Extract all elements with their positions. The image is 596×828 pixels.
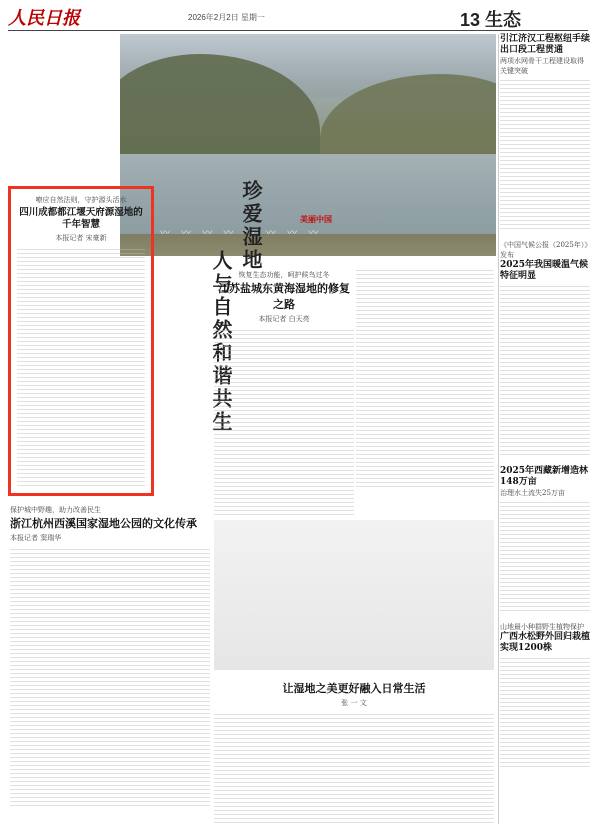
body-text-placeholder xyxy=(356,270,494,490)
article-jiangsu xyxy=(214,270,354,515)
column-separator xyxy=(498,34,499,824)
right-story-sub: 山地最小种群野生植物保护 xyxy=(500,623,584,631)
birds-decoration: 〰 〰 〰 〰 〰 〰 〰 〰 xyxy=(160,228,323,239)
article-kicker: 嘹应自然法则，守护源头活水 xyxy=(35,196,127,204)
newspaper-logo: 人民日报 xyxy=(8,8,80,28)
article-kicker: 保护城中野趣，助力改善民生 xyxy=(10,506,101,514)
article-hangzhou xyxy=(10,505,210,809)
lead-title: 人与自然和谐共生 xyxy=(209,250,233,434)
article-jiangsu-cont xyxy=(356,270,494,490)
page-number: 13 生态 xyxy=(460,10,522,30)
article-title: 四川成都都江堰天府源湿地的千年智慧 xyxy=(19,207,143,230)
right-story-4 xyxy=(500,622,590,768)
body-text-placeholder xyxy=(500,658,590,768)
article-byline: 本报记者 宋豪新 xyxy=(55,234,107,242)
body-text-placeholder xyxy=(17,249,145,489)
right-story-title: 广西水松野外回归栽植实现1200株 xyxy=(500,632,591,653)
right-story-3 xyxy=(500,466,590,612)
right-story-title: 引江济汉工程枢纽手续出口段工程贯通 xyxy=(500,34,591,55)
body-text-placeholder xyxy=(214,330,354,515)
right-story-sub: 两项水网骨干工程建设取得关键突破 xyxy=(500,57,584,75)
body-text-placeholder xyxy=(500,286,590,456)
article-byline: 本报记者 白天亮 xyxy=(258,315,310,323)
article-title: 让湿地之美更好融入日常生活 xyxy=(282,682,426,695)
right-story-title: 2025年我国暖温气候特征明显 xyxy=(500,260,589,281)
highlighted-article xyxy=(8,186,154,496)
lead-kicker: 珍爱湿地 xyxy=(239,180,263,272)
article-kicker: 恢复生态功能，呵护候鸟过冬 xyxy=(238,271,330,279)
right-story-2 xyxy=(500,240,590,456)
right-story-sub: 《中国气候公报（2025年）》发布 xyxy=(500,241,588,259)
right-story-title: 2025年西藏新增造林148万亩 xyxy=(500,466,589,487)
article-byline: 本报记者 窦瑞华 xyxy=(10,534,62,542)
body-text-placeholder xyxy=(500,80,590,230)
article-title: 浙江杭州西溪国家湿地公园的文化传承 xyxy=(10,517,197,530)
article-byline: 张 一 文 xyxy=(341,699,367,707)
body-text-placeholder xyxy=(10,549,210,809)
bottom-illustration xyxy=(214,520,494,670)
masthead-rule xyxy=(8,30,588,31)
right-story-1 xyxy=(500,34,590,230)
masthead xyxy=(8,4,588,30)
section-badge: 美丽中国 xyxy=(300,215,332,224)
body-text-placeholder xyxy=(214,714,494,824)
right-story-sub: 治理水土流失25万亩 xyxy=(500,489,565,497)
article-daily-life xyxy=(214,680,494,824)
body-text-placeholder xyxy=(500,502,590,612)
dateline: 2026年2月2日 星期一 xyxy=(188,13,265,22)
right-column xyxy=(500,34,590,768)
article-title: 江苏盐城东黄海湿地的修复之路 xyxy=(218,282,350,311)
